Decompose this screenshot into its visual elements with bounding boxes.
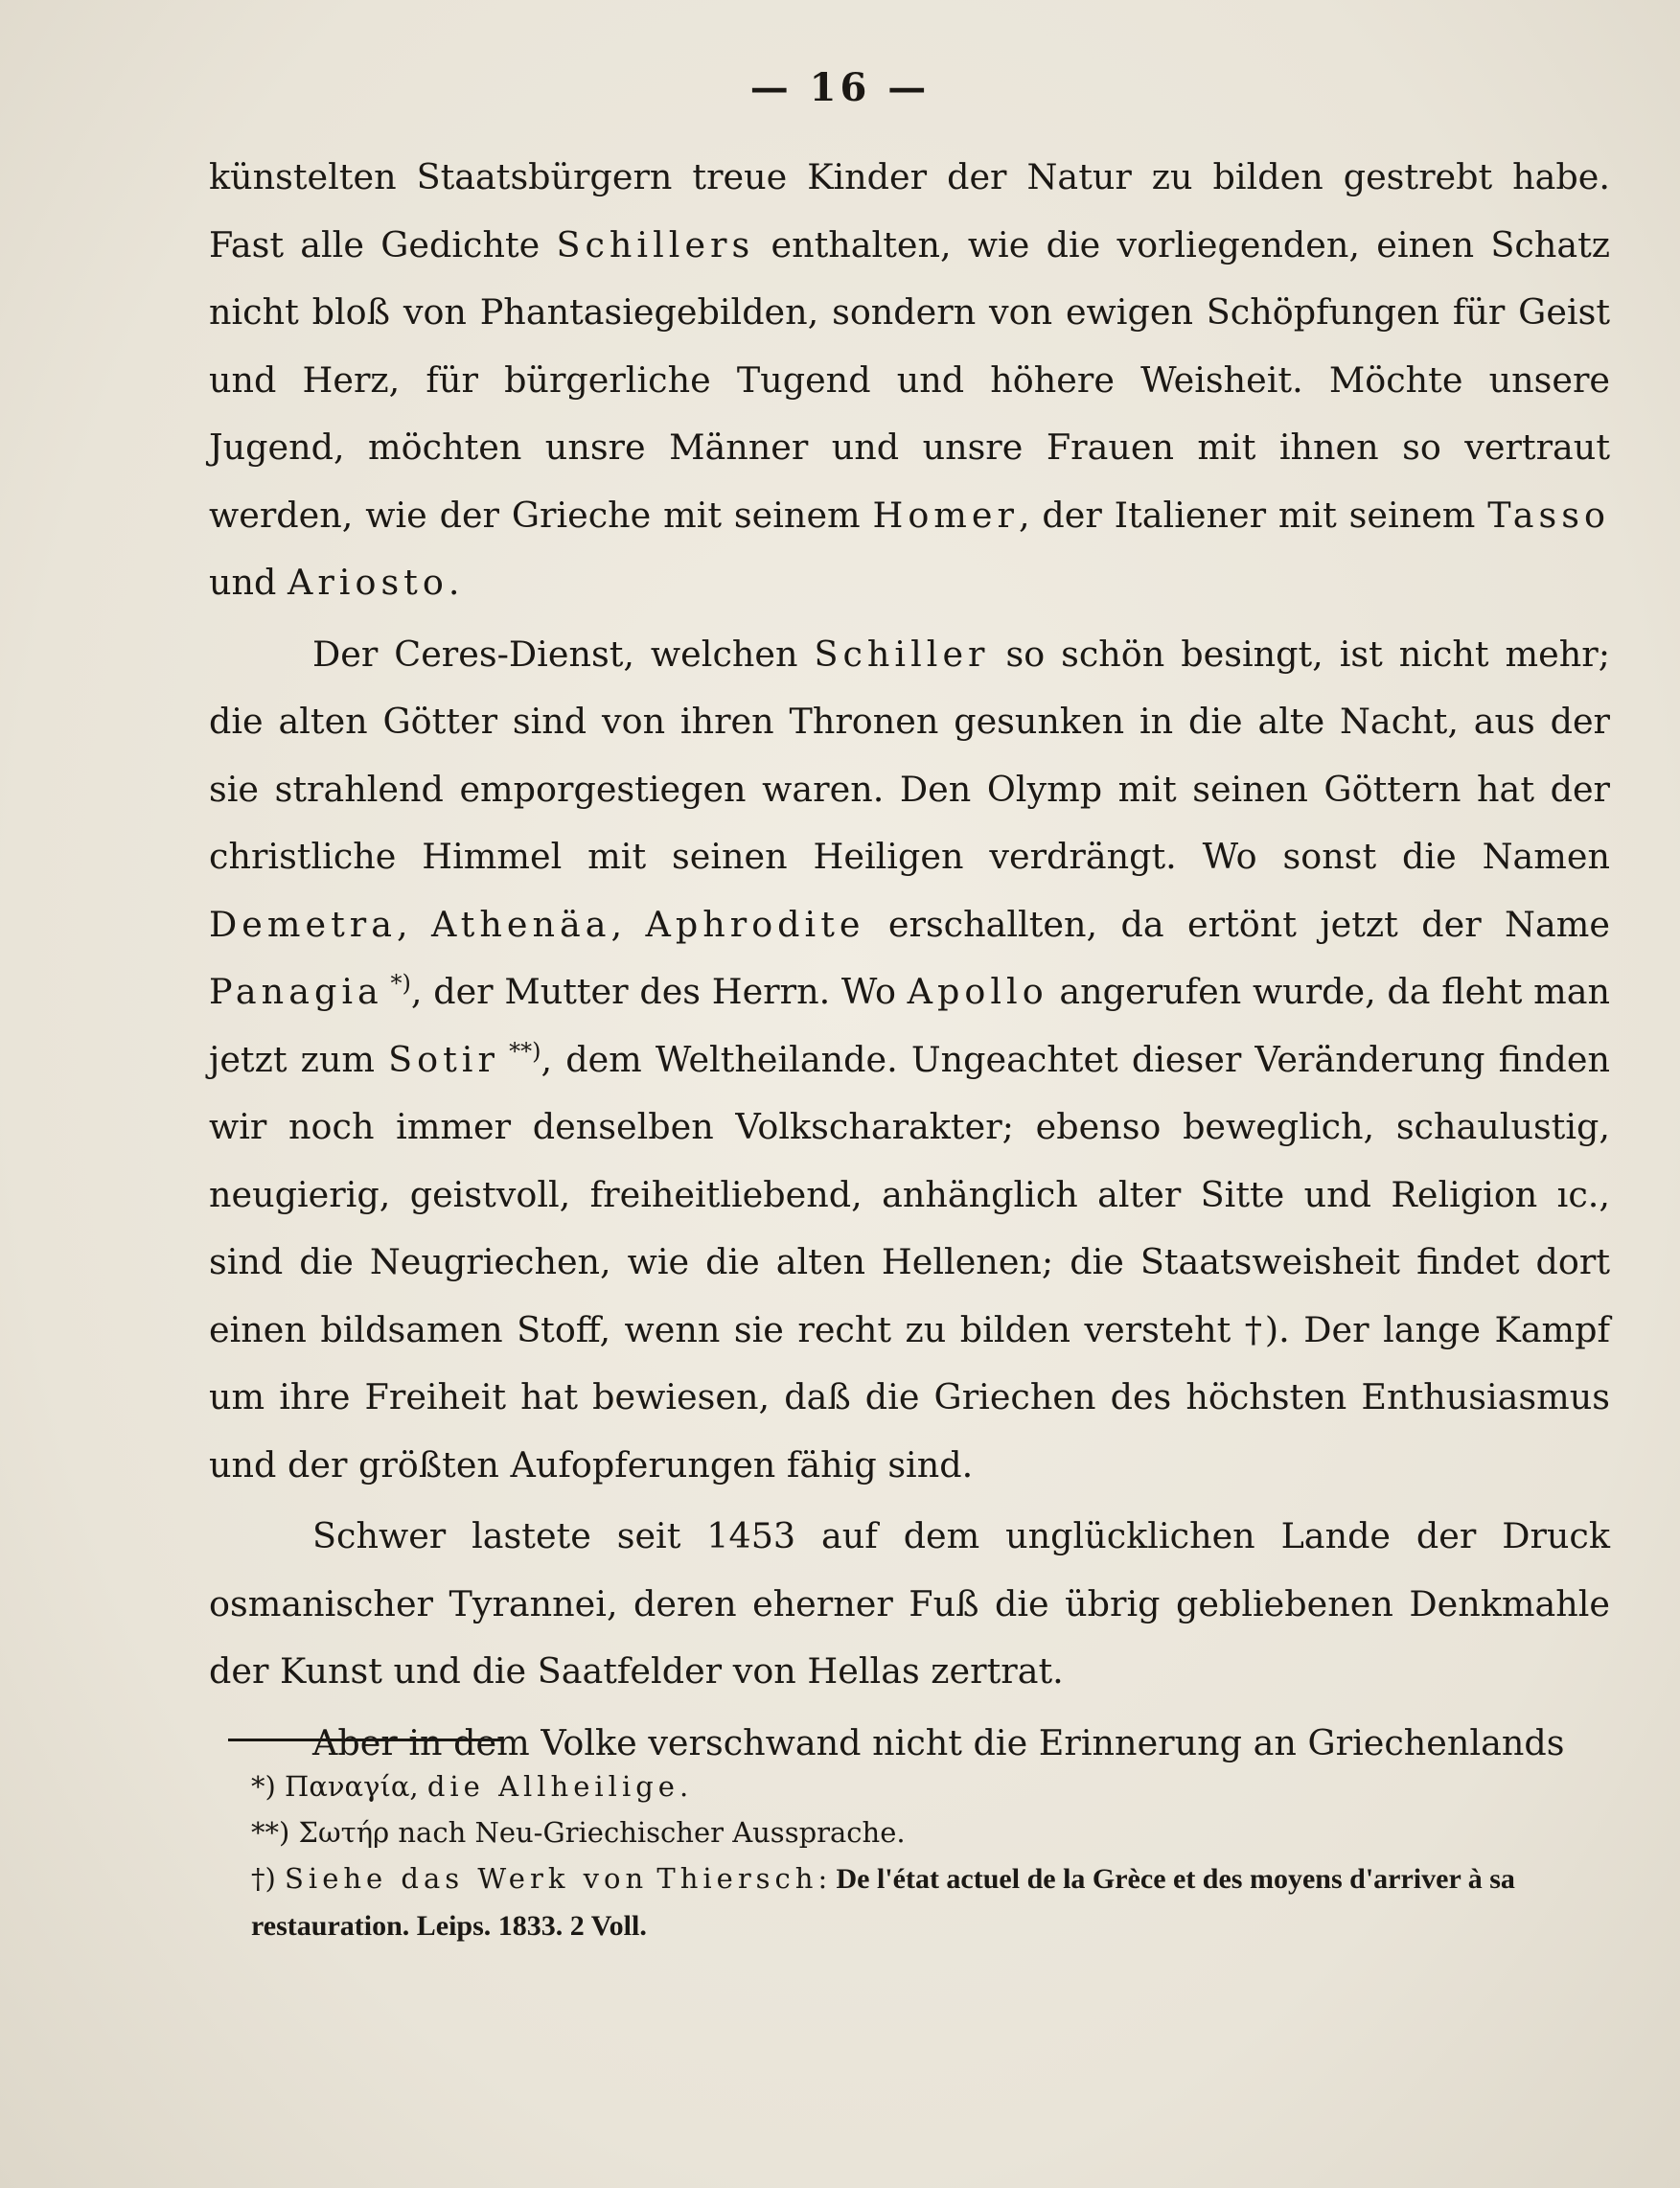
paragraph-1-segment: und (209, 562, 288, 603)
paragraph-1-segment: enthalten, wie die vorliegenden, einen Schatz nicht bloß von Phantasiegebilden, sondern von ewigen Schöpfungen für Geist und Herz, für bürgerliche Tugend und höhere Weisheit. Möchte unsere Jugend, möchten unsre Männer und unsre Frauen mit ihnen so vertraut werden, wie der Grieche mit seinem (209, 223, 1610, 536)
footnote-2-segment: **) Σωτήρ nach Neu-Griechischer Aussprache. (251, 1816, 906, 1849)
paragraph-1-segment: Schillers (556, 223, 755, 265)
footnote-3-segment: : (817, 1862, 837, 1895)
footnote-3-segment (648, 1862, 656, 1895)
footnote-3-segment: De l'état actuel de la Grèce et des moyens d'arriver à sa restauration. Leips. 1833. 2 Voll. (251, 1863, 1515, 1942)
footnote-3 (251, 1855, 1612, 1949)
paragraph-2-segment: erschallten, da ertönt jetzt der Name (864, 903, 1610, 945)
page-number-header: — 16 — (749, 65, 931, 110)
paragraph-2 (209, 621, 1610, 1500)
paragraph-4-segment: Aber in dem Volke verschwand nicht die Erinnerung an Griechenlands (312, 1721, 1565, 1763)
paragraph-1-segment: , der Italiener mit seinem (1018, 494, 1488, 536)
paragraph-2-segment: , (610, 903, 646, 945)
footnote-3-segment: Siehe das Werk von (285, 1862, 649, 1895)
paragraph-1-segment: Tasso (1487, 494, 1610, 536)
footnote-separator-rule (228, 1739, 502, 1741)
footnote-2 (251, 1809, 1612, 1855)
paragraph-2-segment: Apollo (907, 971, 1048, 1012)
paragraph-3 (209, 1503, 1610, 1706)
paragraph-2-segment: , dem Weltheilande. Ungeachtet dieser Veränderung finden wir noch immer denselben Volkscharakter; ebenso beweglich, schaulustig, neugierig, geistvoll, freiheitliebend, anhänglich alter Sitte und Religion ıc., sind die Neugriechen, wie die alten Hellenen; die Staatsweisheit findet dort einen bildsamen Stoff, wenn sie recht zu bilden versteht †). Der lange Kampf um ihre Freiheit hat bewiesen, daß die Griechen des höchsten Enthusiasmus und der größten Aufopferungen fähig sind. (209, 1038, 1611, 1486)
footnote-3-segment: †) (251, 1862, 286, 1895)
footnote-3-segment: Thiersch (656, 1862, 818, 1895)
footnote-1-segment: die Allheilige. (426, 1770, 694, 1803)
paragraph-2-segment: so schön besingt, ist nicht mehr; die alten Götter sind von ihren Thronen gesunken in die alte Nacht, aus der sie strahlend emporgestiegen waren. Den Olymp mit seinen Göttern hat der christliche Himmel mit seinen Heiligen verdrängt. Wo sonst die Namen (209, 633, 1610, 877)
paragraph-2-segment: Schiller (814, 633, 990, 675)
paragraph-1-segment: künstelten Staatsbürgern treue Kinder der Natur zu bilden gestrebt habe. Fast alle Gedichte (209, 156, 1610, 265)
paragraph-3-segment: Schwer lastete seit 1453 auf dem unglücklichen Lande der Druck osmanischer Tyrannei, deren eherner Fuß die übrig gebliebenen Denkmahle der Kunst und die Saatfelder von Hellas zertrat. (209, 1515, 1610, 1692)
paragraph-2-segment: Demetra (209, 903, 397, 945)
body-text (209, 144, 1610, 1781)
paragraph-2-segment: , der Mutter des Herrn. Wo (410, 971, 908, 1012)
paragraph-2-segment: Sotir (388, 1038, 499, 1080)
paragraph-2-segment: **) (498, 1037, 541, 1065)
paragraph-2-segment: Der Ceres-Dienst, welchen (312, 633, 815, 675)
paragraph-2-segment: , (396, 903, 431, 945)
paragraph-1-segment: Ariosto (287, 562, 449, 603)
paragraph-2-segment: *) (382, 969, 411, 997)
paragraph-2-segment: Aphrodite (645, 903, 865, 945)
paragraph-1-segment: Homer (872, 494, 1019, 536)
paragraph-1-segment: . (448, 562, 460, 603)
paragraph-1 (209, 144, 1610, 617)
footnotes (251, 1763, 1612, 1949)
paragraph-2-segment: angerufen wurde, da fleht man jetzt zum (209, 971, 1611, 1080)
paragraph-2-segment: Panagia (209, 971, 383, 1012)
paragraph-2-segment: Athenäa (430, 903, 611, 945)
footnote-1-segment: *) Παναγία, (251, 1770, 427, 1803)
footnote-1 (251, 1763, 1612, 1809)
